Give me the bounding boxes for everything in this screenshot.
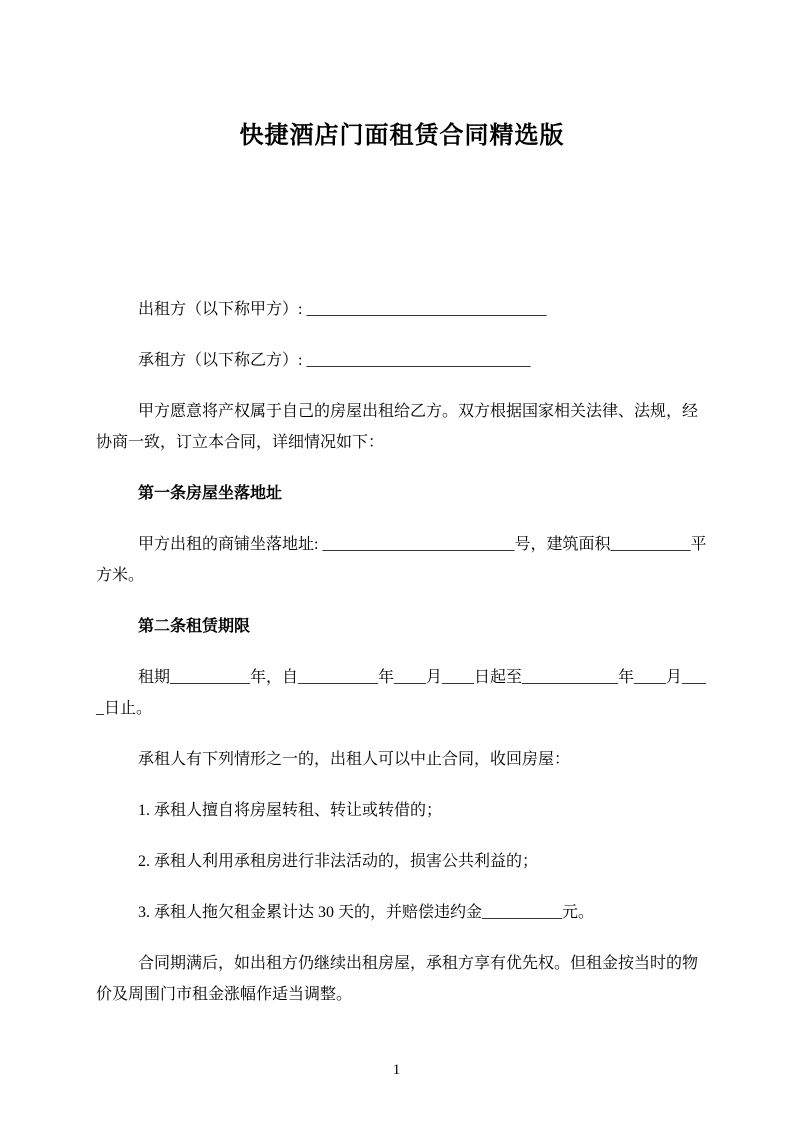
party-a-line: 出租方（以下称甲方）: ______________________________ <box>138 301 547 318</box>
address-line: 甲方出租的商铺坐落地址: ________________________号，建筑面积__________平方米。 <box>96 536 707 584</box>
termination-item-3: 3. 承租人拖欠租金累计达 30 天的，并赔偿违约金__________元。 <box>138 904 595 921</box>
page-number: 1 <box>392 1062 401 1078</box>
lease-term-line: 租期__________年，自__________年____月____日起至____________年____月____日止。 <box>96 669 707 717</box>
termination-intro: 承租人有下列情形之一的，出租人可以中止合同，收回房屋： <box>138 751 571 768</box>
renewal-paragraph: 合同期满后，如出租方仍继续出租房屋，承租方享有优先权。但租金按当时的物价及周围门市租金涨幅作适当调整。 <box>96 955 699 1003</box>
party-b-line: 承租方（以下称乙方）: ____________________________ <box>138 352 531 369</box>
clause-2-heading: 第二条租赁期限 <box>138 618 251 635</box>
intro-paragraph: 甲方愿意将产权属于自己的房屋出租给乙方。双方根据国家相关法律、法规，经协商一致，订立本合同，详细情况如下： <box>96 403 699 451</box>
clause-1-heading: 第一条房屋坐落地址 <box>138 485 283 502</box>
termination-item-1: 1. 承租人擅自将房屋转租、转让或转借的； <box>138 802 443 819</box>
document-title: 快捷酒店门面租赁合同精选版 <box>239 122 565 149</box>
termination-item-2: 2. 承租人利用承租房进行非法活动的，损害公共利益的； <box>138 853 539 870</box>
